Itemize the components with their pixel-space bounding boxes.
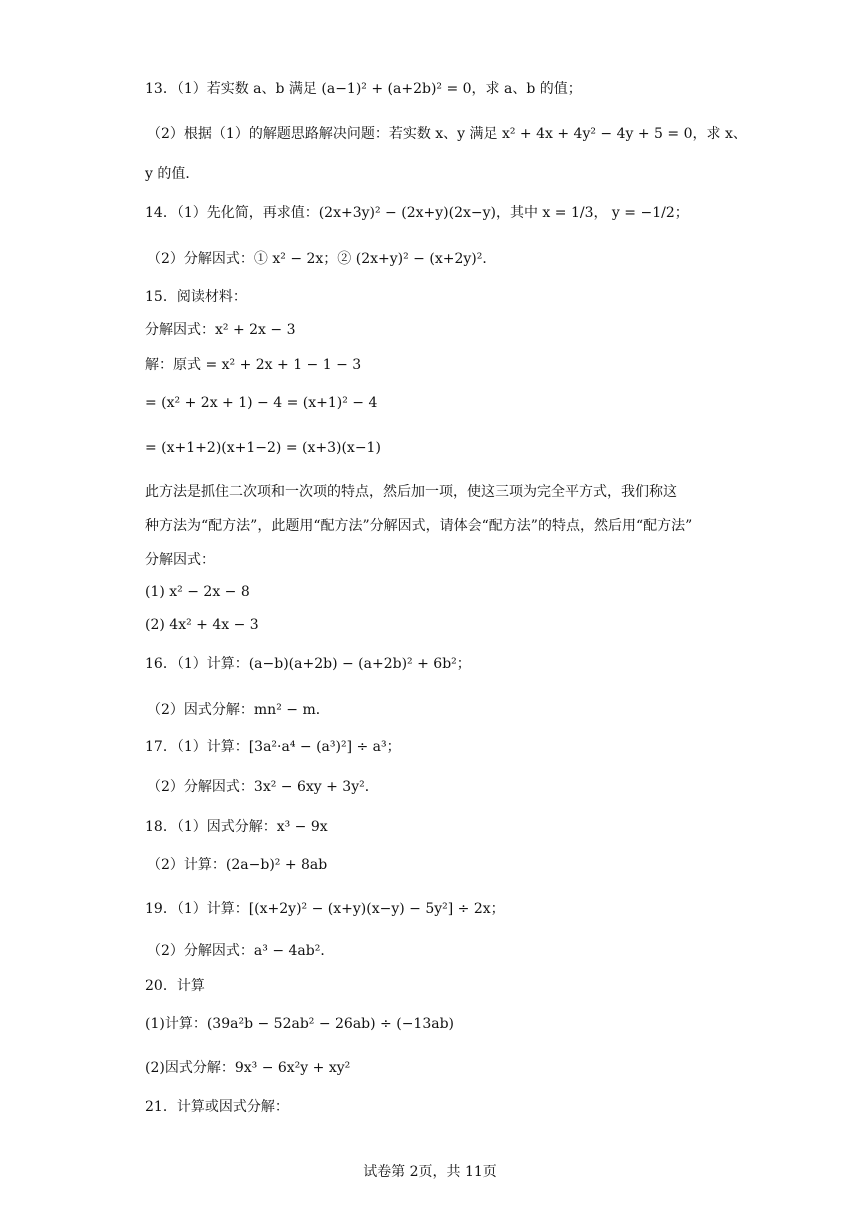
q15-step1: 解：原式 = x² + 2x + 1 − 1 − 3 [145, 357, 362, 373]
q20-item1: (1)计算：(39a²b − 52ab² − 26ab) ÷ (−13ab) [145, 1016, 455, 1032]
q16-part1: 16．（1）计算：(a−b)(a+2b) − (a+2b)² + 6b²； [145, 656, 471, 672]
q21-title: 21．计算或因式分解： [145, 1099, 289, 1115]
q20-item2: (2)因式分解：9x³ − 6x²y + xy² [145, 1060, 351, 1076]
q13-part1: 13．（1）若实数 a、b 满足 (a−1)² + (a+2b)² = 0，求 a、b 的值； [145, 81, 582, 97]
q18-part2: （2）计算：(2a−b)² + 8ab [147, 857, 328, 873]
q14-part1: 14．（1）先化简，再求值：(2x+3y)² − (2x+y)(2x−y)，其中 x = 1/3， y = −1/2； [145, 205, 689, 221]
q17-part2: （2）分解因式：3x² − 6xy + 3y²． [147, 779, 379, 795]
q16-part2: （2）因式分解：mn² − m． [147, 702, 330, 718]
q15-item1: (1) x² − 2x − 8 [145, 584, 250, 600]
q17-part1: 17．（1）计算：[3a²·a⁴ − (a³)²] ÷ a³； [145, 739, 401, 755]
q19-part1: 19．（1）计算：[(x+2y)² − (x+y)(x−y) − 5y²] ÷ 2x； [145, 901, 505, 917]
q19-part2: （2）分解因式：a³ − 4ab²． [147, 943, 335, 959]
q14-part2: （2）分解因式：① x² − 2x；② (2x+y)² − (x+2y)²． [147, 251, 497, 267]
q15-problem: 分解因式：x² + 2x − 3 [145, 322, 296, 338]
q13-part2: （2）根据（1）的解题思路解决问题：若实数 x、y 满足 x² + 4x + 4y² − 4y + 5 = 0，求 x、 [147, 126, 747, 142]
q13-part2-cont: y 的值． [145, 166, 200, 182]
q15-item2: (2) 4x² + 4x − 3 [145, 617, 259, 633]
q15-text1: 此方法是抓住二次项和一次项的特点，然后加一项，使这三项为完全平方式，我们称这 [145, 484, 677, 500]
q15-step2: = (x² + 2x + 1) − 4 = (x+1)² − 4 [145, 395, 378, 411]
q15-step3: = (x+1+2)(x+1−2) = (x+3)(x−1) [145, 440, 381, 456]
page-footer: 试卷第 2页，共 11页 [363, 1164, 497, 1180]
q20-title: 20．计算 [145, 978, 205, 994]
q18-part1: 18．（1）因式分解：x³ − 9x [145, 819, 328, 835]
q15-text2: 种方法为“配方法”，此题用“配方法”分解因式，请体会“配方法”的特点，然后用“配方法” [145, 518, 693, 534]
q15-title: 15．阅读材料： [145, 289, 247, 305]
q15-text3: 分解因式： [145, 552, 215, 568]
